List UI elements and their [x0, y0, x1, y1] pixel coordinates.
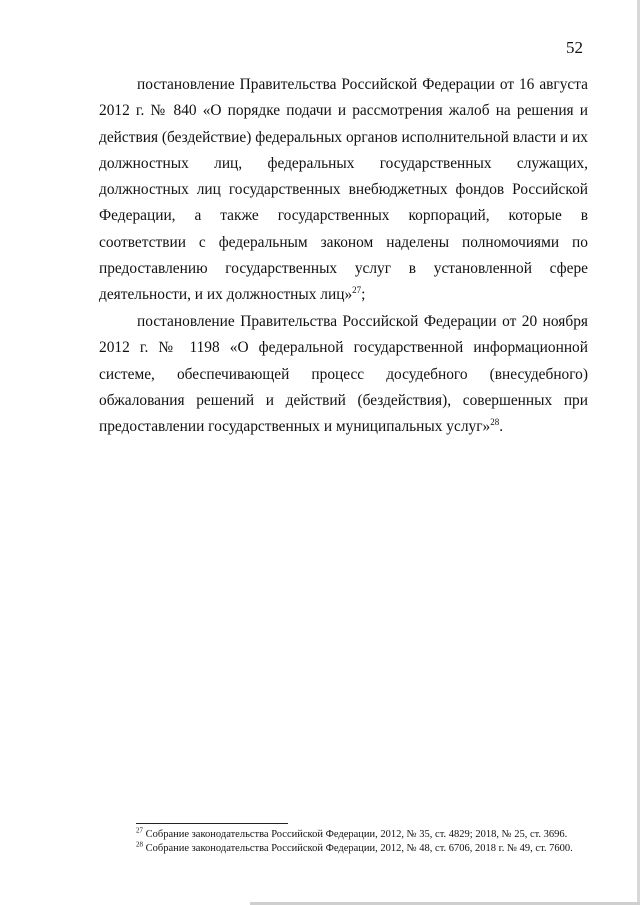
footnote-27-text: Собрание законодательства Российской Федерации, 2012, № 35, ст. 4829; 2018, № 25, ст. 3696.: [143, 829, 568, 840]
paragraph-1-text: постановление Правительства Российской Федерации от 16 августа 2012 г. № 840 «О порядке подачи и рассмотрения жалоб на решения и действия (бездействие) федеральных органов исполнительной власти и их должностных лиц, федеральных государственных служащих, должностных лиц государственных внебюджетных фондов Российской Федерации, а также государственных корпораций, которые в соответствии с федеральным законом наделены полномочиями по предоставлению государственных услуг в установленной сфере деятельности, и их должностных лиц»: [99, 76, 588, 304]
footnote-28: [136, 842, 606, 856]
footnote-27: [136, 828, 606, 842]
footnote-separator: [136, 823, 288, 824]
footnote-ref-27: 27: [352, 285, 362, 296]
footnote-27-marker: 27: [136, 826, 143, 835]
paragraph-1-block: [99, 72, 588, 309]
footnotes: [136, 828, 606, 855]
paragraph-2: [99, 309, 588, 440]
footnote-ref-28: 28: [490, 417, 500, 428]
paragraph-2-block: [99, 309, 588, 440]
paragraph-2-trailing: .: [499, 418, 504, 436]
footnote-28-text: Собрание законодательства Российской Федерации, 2012, № 48, ст. 6706, 2018 г. № 49, ст. 7600.: [143, 842, 573, 854]
paragraph-1: [99, 72, 588, 309]
page-number: 52: [566, 38, 583, 57]
footnote-28-marker: 28: [136, 840, 143, 848]
paragraph-2-text: постановление Правительства Российской Федерации от 20 ноября 2012 г. № 1198 «О федеральной государственной информационной системе, обеспечивающей процесс досудебного (внесудебного) обжалования решений и действий (бездействия), совершенных при предоставлении государственных и муниципальных услуг»: [99, 313, 588, 436]
paragraph-1-trailing: ;: [361, 286, 366, 304]
